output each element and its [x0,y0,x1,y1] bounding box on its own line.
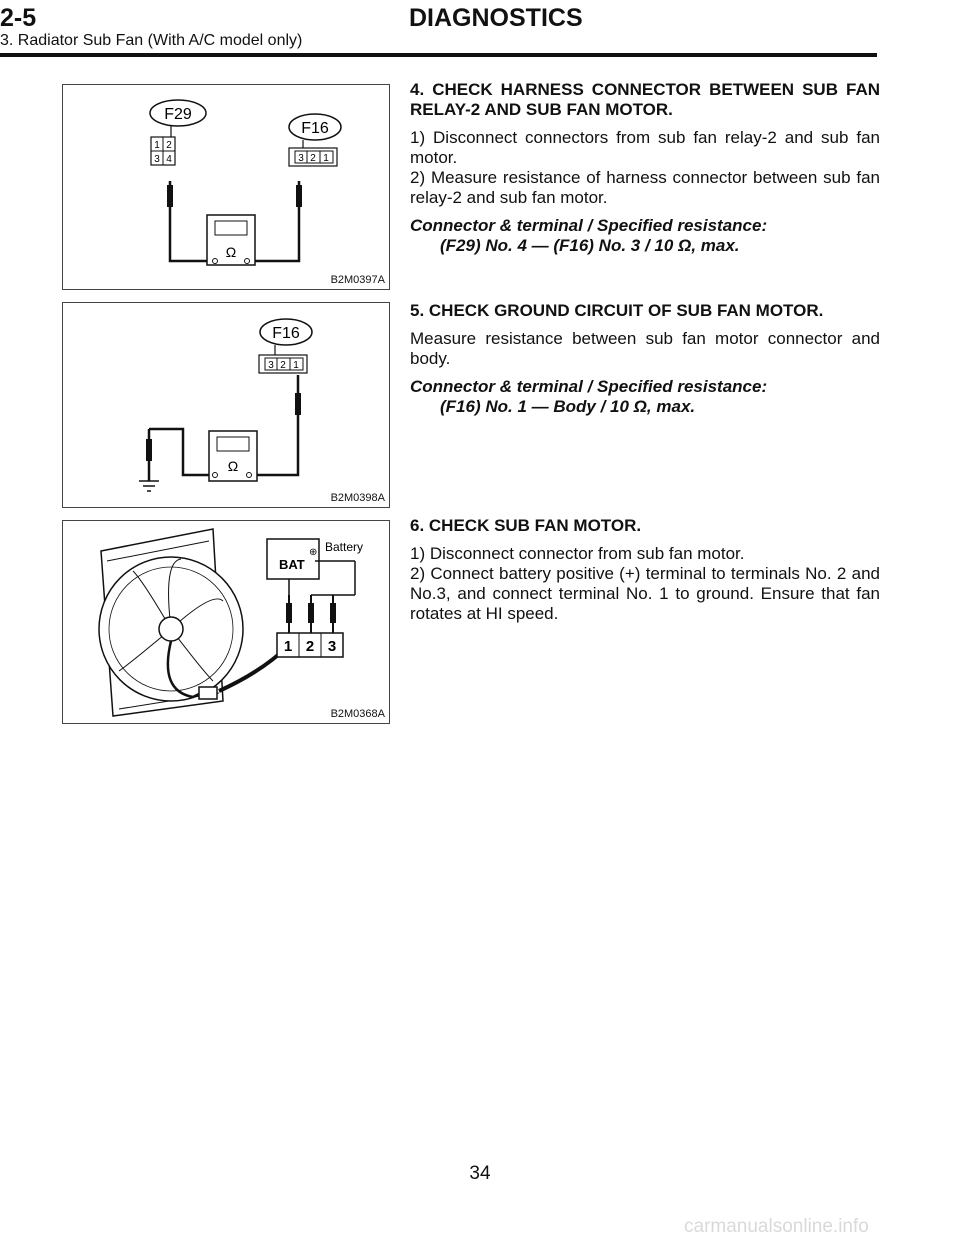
svg-text:1: 1 [283,638,293,655]
fan-motor-hub [159,617,183,641]
motor-connector [199,687,217,699]
step-line: 1) Disconnect connectors from sub fan relay-2 and sub fan motor. [410,128,880,167]
ohm-symbol: Ω [225,244,237,260]
spec-block [410,377,880,417]
spec-value: (F16) No. 1 — Body / 10 Ω, max. [440,397,696,416]
svg-text:2: 2 [305,638,315,655]
figure-fan-motor-check [62,520,390,724]
step-5 [410,301,880,417]
battery-label: Battery [325,540,364,554]
spec-label: Connector & terminal / Specified resistance: [410,216,768,235]
section-number: 2-5 [0,4,37,32]
step-line: 2) Connect battery positive (+) terminal to terminals No. 2 and No.3, and connect terminal No. 1 to ground. Ensure that fan rotates at HI speed. [410,564,880,623]
watermark: carmanualsonline.info [684,1216,869,1237]
spec-label: Connector & terminal / Specified resistance: [410,377,768,396]
step-line: 1) Disconnect connector from sub fan motor. [410,544,745,563]
connector-label-a: F29 [164,106,192,123]
step-line: 2) Measure resistance of harness connector between sub fan relay-2 and sub fan motor. [410,168,880,207]
figure-harness-check [62,84,390,290]
figure-ground-check [62,302,390,508]
step-4 [410,80,880,256]
svg-text:2: 2 [280,360,286,371]
figure-id: B2M0368A [330,708,385,720]
svg-text:3: 3 [298,153,304,164]
page-number: 34 [469,1163,491,1184]
spec-value: (F29) No. 4 — (F16) No. 3 / 10 Ω, max. [440,236,740,255]
svg-text:1: 1 [323,153,329,164]
probe-lead-ground [149,429,215,475]
figure-harness-check-diagram [63,85,389,289]
step-heading: 5. CHECK GROUND CIRCUIT OF SUB FAN MOTOR. [410,301,824,320]
svg-text:3: 3 [268,360,274,371]
figure-ground-check-diagram [63,303,389,507]
svg-text:BAT: BAT [279,557,305,572]
connector-label-b: F16 [272,325,300,342]
step-heading: 6. CHECK SUB FAN MOTOR. [410,516,642,535]
connector-label-b: F16 [301,120,329,137]
spec-block [410,216,880,256]
section-subtitle: 3. Radiator Sub Fan (With A/C model only) [0,32,303,49]
step-heading: 4. CHECK HARNESS CONNECTOR BETWEEN SUB FAN RELAY-2 AND SUB FAN MOTOR. [410,80,880,119]
svg-text:4: 4 [166,154,172,165]
svg-text:1: 1 [293,360,299,371]
header-rule [0,53,877,57]
svg-text:3: 3 [154,154,160,165]
figure-fan-motor-diagram [63,521,389,723]
probe-lead-b [249,181,299,261]
svg-text:⊕: ⊕ [309,547,318,558]
svg-text:2: 2 [310,153,316,164]
ohm-symbol: Ω [227,458,239,474]
figure-id: B2M0397A [330,274,385,286]
step-line: Measure resistance between sub fan motor connector and body. [410,329,880,368]
figure-id: B2M0398A [330,492,385,504]
svg-text:1: 1 [154,140,160,151]
step-6 [410,516,880,624]
section-title: DIAGNOSTICS [409,4,583,32]
svg-text:2: 2 [166,140,172,151]
svg-text:3: 3 [327,638,337,655]
